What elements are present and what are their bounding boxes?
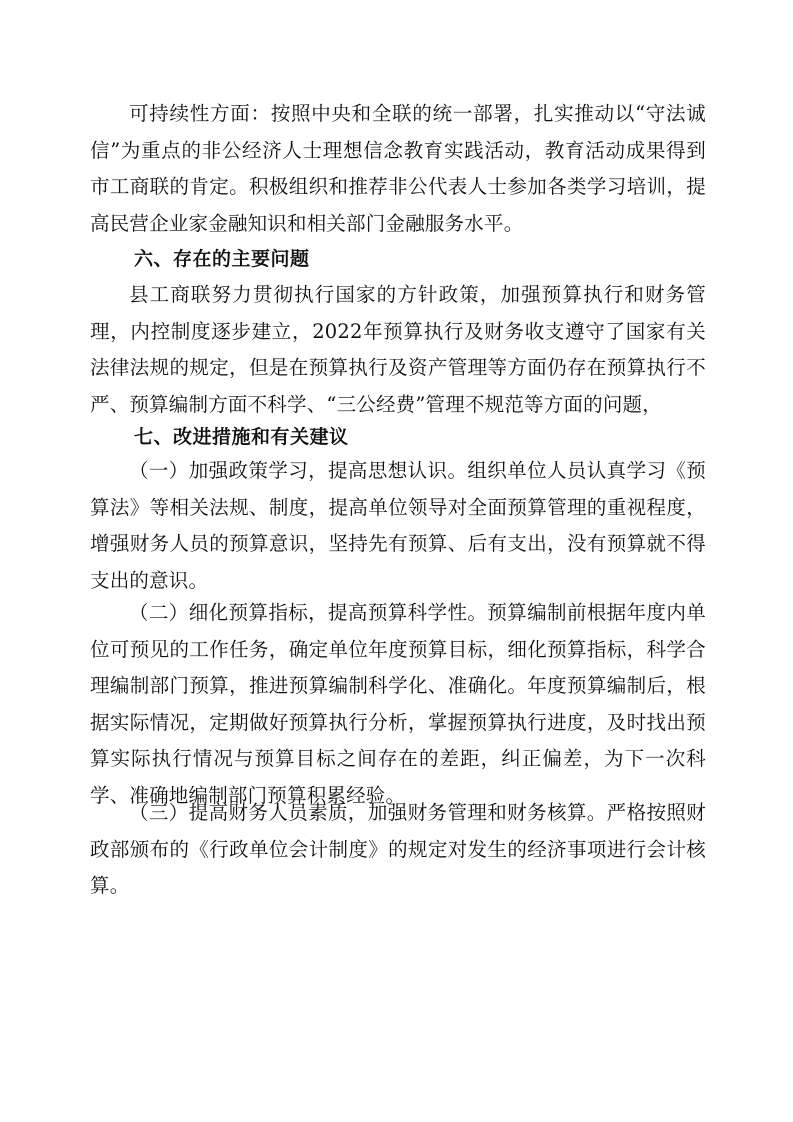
paragraph-problems: 县工商联努力贯彻执行国家的方针政策，加强预算执行和财务管理，内控制度逐步建立，2022年预算执行及财务收支遵守了国家有关法律法规的规定，但是在预算执行及资产管理等方面仍存在预算执行不严、预算编制方面不科学、“三公经费”管理不规范等方面的问题， [90, 283, 706, 416]
paragraph-measure-3: （三）提高财务人员素质，加强财务管理和财务核算。严格按照财政部颁布的《行政单位会计制度》的规定对发生的经济事项进行会计核算。 [90, 801, 706, 897]
paragraph-measure-2: （二）细化预算指标，提高预算科学性。预算编制前根据年度内单位可预见的工作任务，确定单位年度预算目标，细化预算指标，科学合理编制部门预算，推进预算编制科学化、准确化。年度预算编制后，根据实际情况，定期做好预算执行分析，掌握预算执行进度，及时找出预算实际执行情况与预算目标之间存在的差距，纠正偏差，为下一次科学、准确地编制部门预算积累经验。 [90, 601, 706, 807]
section-heading-problems: 六、存在的主要问题 [134, 248, 310, 270]
paragraph-measure-1: （一）加强政策学习，提高思想认识。组织单位人员认真学习《预算法》等相关法规、制度，提高单位领导对全面预算管理的重视程度，增强财务人员的预算意识，坚持先有预算、后有支出，没有预算就不得支出的意识。 [90, 459, 706, 592]
paragraph-sustainability: 可持续性方面：按照中央和全联的统一部署，扎实推动以“守法诚信”为重点的非公经济人士理想信念教育实践活动，教育活动成果得到市工商联的肯定。积极组织和推荐非公代表人士参加各类学习培训，提高民营企业家金融知识和相关部门金融服务水平。 [90, 102, 706, 235]
section-heading-measures: 七、改进措施和有关建议 [134, 426, 349, 448]
